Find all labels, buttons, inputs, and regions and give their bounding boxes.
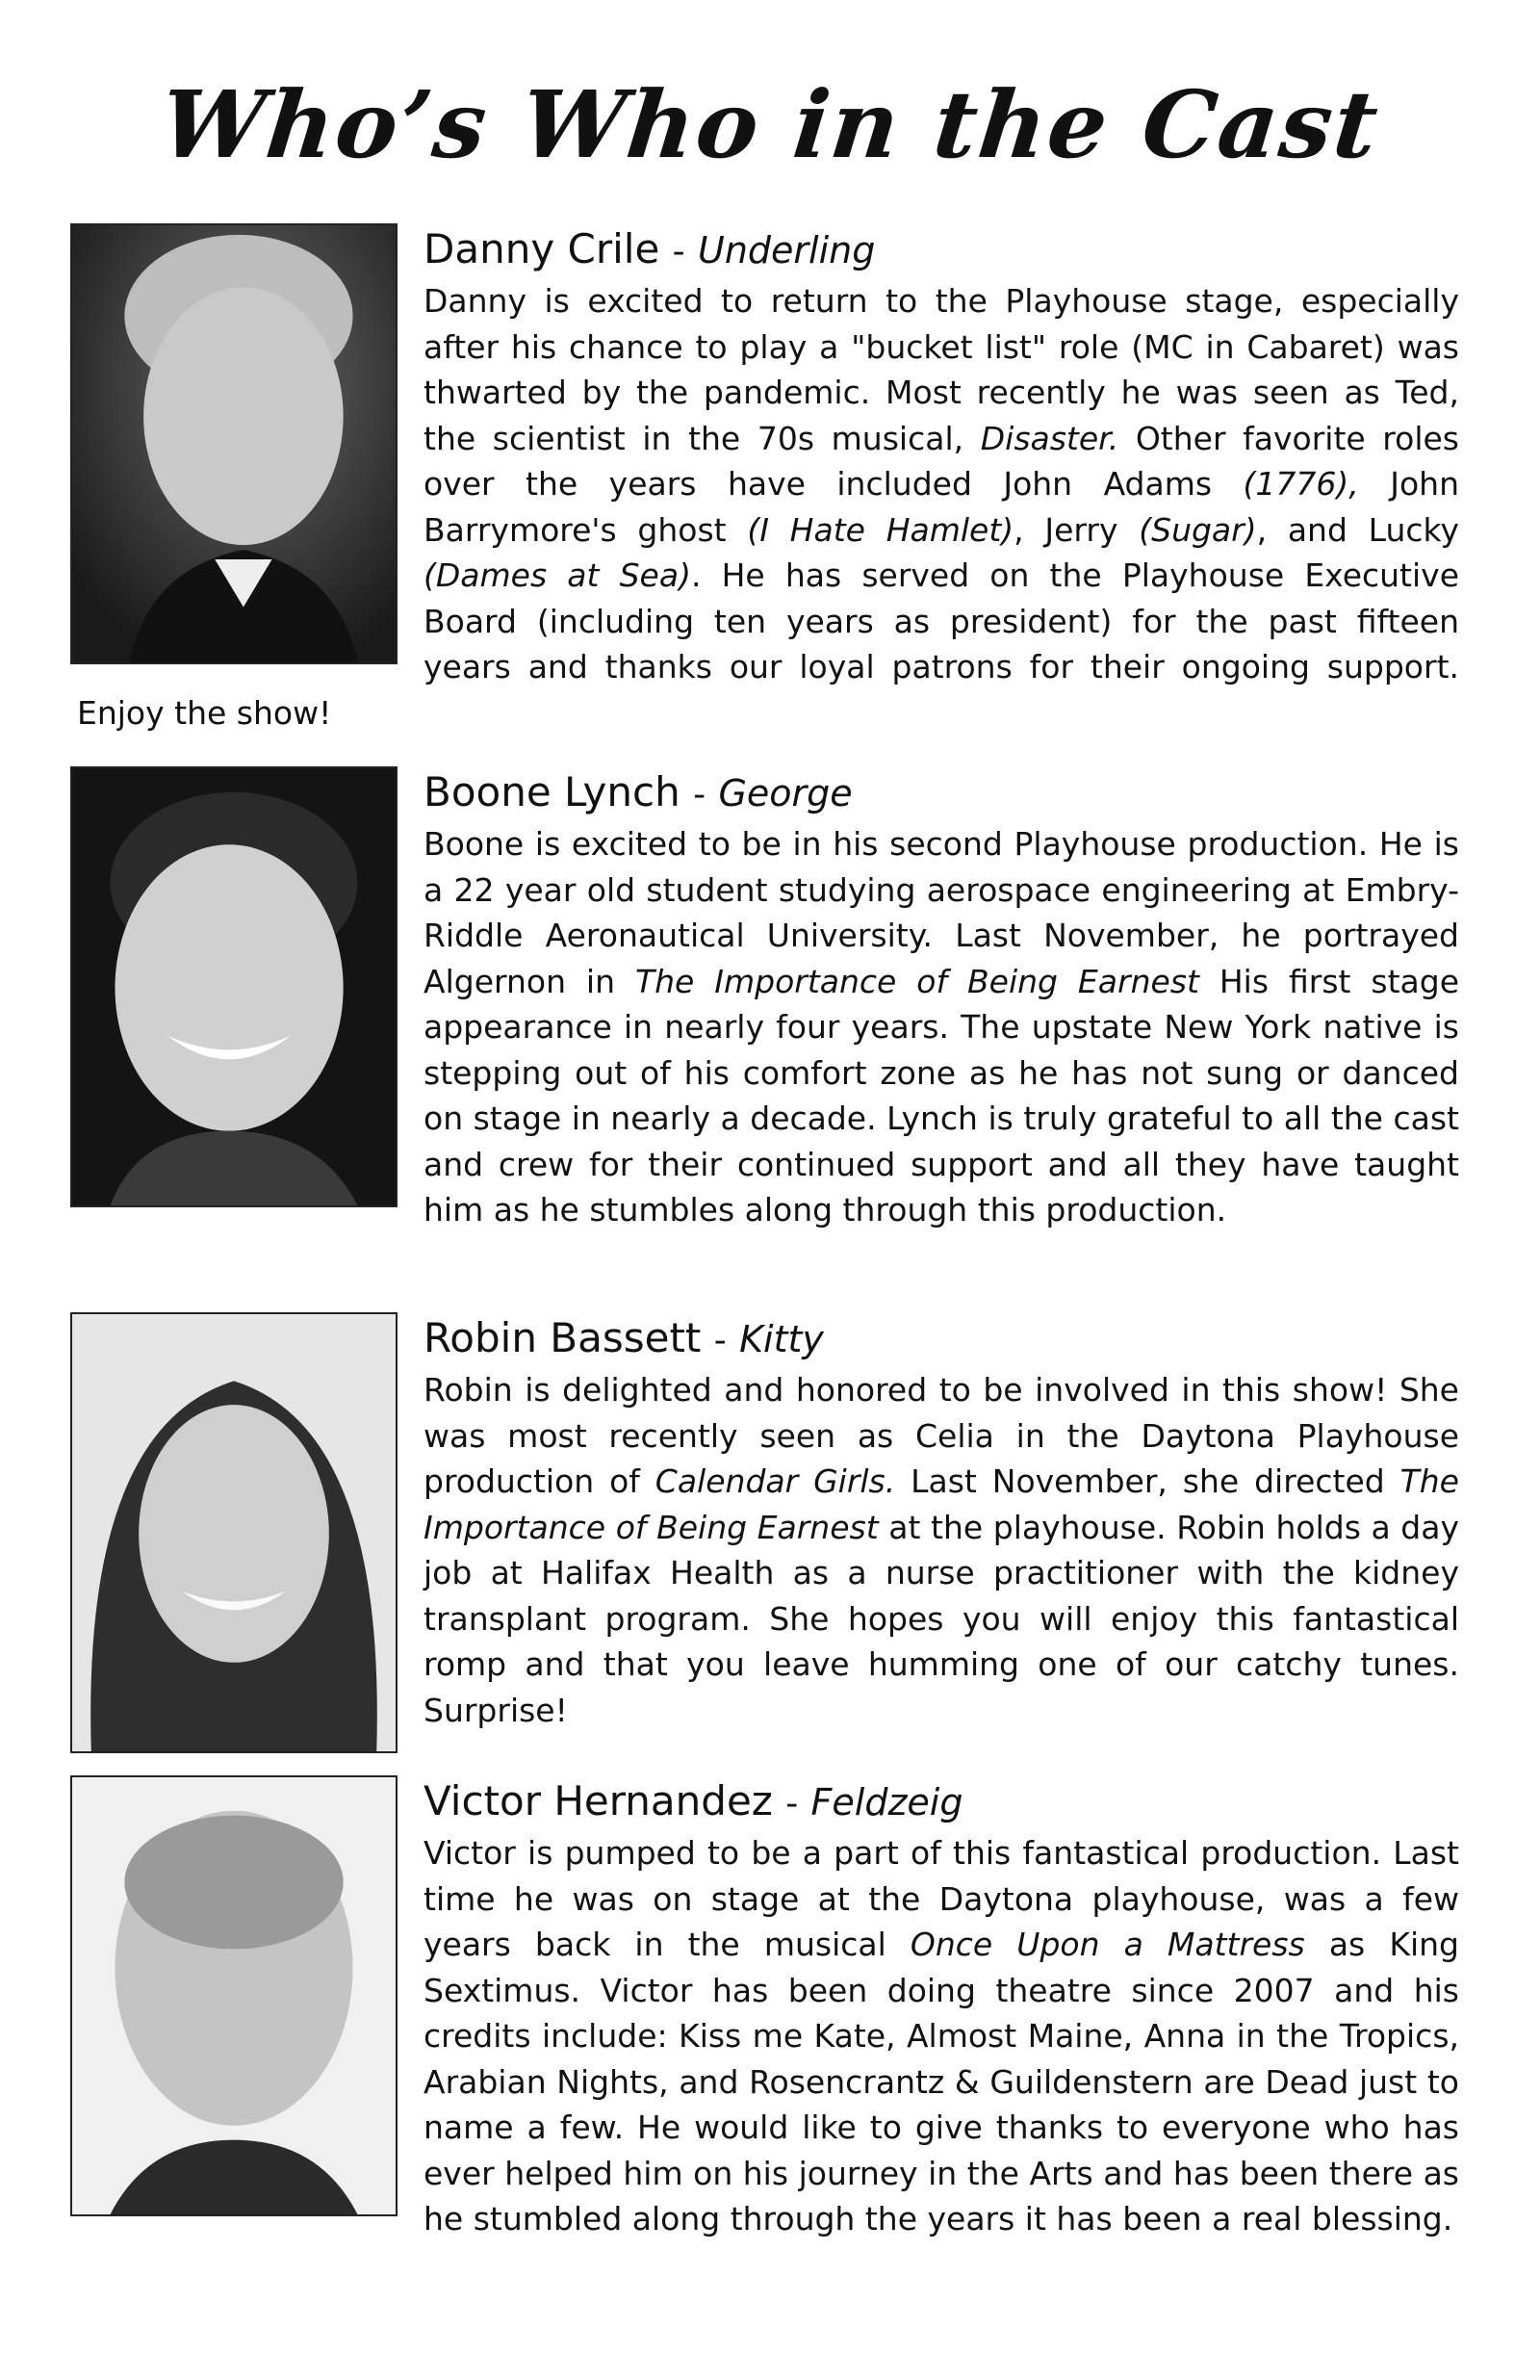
name-role-separator: - (672, 232, 685, 272)
cast-entry (0, 1312, 1540, 1753)
portrait-photo-bald-man (70, 1775, 398, 2216)
actor-name: Robin Bassett (424, 1314, 702, 1361)
bio-text: , Jerry (1014, 510, 1140, 549)
portrait-photo-woman (70, 1312, 398, 1753)
cast-entry (0, 223, 1540, 736)
portrait-photo-young-man (70, 766, 398, 1207)
bio-italic-title: The Importance of Being Earnest (424, 1462, 1459, 1546)
actor-bio (424, 825, 1459, 1229)
actor-name: Danny Crile (424, 225, 660, 272)
bio-text: at the playhouse. Robin holds a day job at Halifax Health as a nurse practitioner with the kidney transplant program. She hopes you will enjoy this fantastical romp and that you leave humming one of our catchy tunes. Surprise! (424, 1508, 1459, 1729)
bio-text: Boone is excited to be in his second Playhouse production. He is a 22 year old student studying aerospace engineering at Embry-Riddle Aeronautical University. Last November, he portrayed Algernon in (424, 825, 1459, 1000)
actor-bio (424, 1834, 1459, 2238)
bio-text: , and Lucky (1256, 510, 1459, 549)
portrait-photo-older-man (70, 223, 398, 664)
bio-text: Other favorite roles over the years have included John Adams (424, 419, 1459, 503)
bio-text: Robin is delighted and honored to be involved in this show! She was most recently seen as Celia in the Daytona Playhouse production of (424, 1371, 1459, 1500)
bio-italic-title: Disaster. (980, 419, 1119, 457)
bio-text: . He has served on the Playhouse Executive Board (including ten years as president) for the past fifteen years and thanks our loyal patrons for their ongoing support. Enjoy the show! (77, 556, 1459, 732)
name-role-separator: - (713, 1321, 727, 1360)
bio-text: Victor is pumped to be a part of this fantastical production. Last time he was on stage at the Daytona playhouse, was a few years back in the musical (424, 1834, 1459, 1963)
bio-italic-title: (I Hate Hamlet) (747, 510, 1014, 549)
character-role: Kitty (739, 1318, 824, 1360)
bio-text: Danny is excited to return to the Playhouse stage, especially after his chance to play a "bucket list" role (MC in Cabaret) was thwarted by the pandemic. Most recently he was seen as Ted, the scientist in the 70s musical, (424, 282, 1459, 457)
actor-name: Boone Lynch (424, 768, 680, 815)
bio-italic-title: (1776), (1243, 465, 1359, 503)
bio-text: John Barrymore's ghost (424, 465, 1459, 549)
character-role: Underling (698, 229, 876, 272)
bio-text: as King Sextimus. Victor has been doing theatre since 2007 and his credits include: Kiss me Kate, Almost Maine, Anna in the Tropics, Arabian Nights, and Rosencrantz & Guildenstern are Dead just to name a few. He would like to give thanks to everyone who has ever helped him on his journey in the Arts and has been there as he stumbled along through the years it has been a real blessing. (424, 1926, 1459, 2238)
actor-name: Victor Hernandez (424, 1777, 773, 1824)
bio-italic-title: The Importance of Being Earnest (634, 962, 1199, 1000)
bio-italic-title: (Sugar) (1139, 510, 1257, 549)
character-role: George (718, 772, 853, 815)
cast-entry (0, 1775, 1540, 2242)
cast-entry (0, 766, 1540, 1233)
bio-text: His first stage appearance in nearly four years. The upstate New York native is stepping out of his comfort zone as he has not sung or danced on stage in nearly a decade. Lynch is truly grateful to all the cast and crew for their continued support and all they have taught him as he stumbles along through this production. (424, 962, 1459, 1229)
character-role: Feldzeig (810, 1781, 963, 1824)
bio-text: Last November, she directed (895, 1462, 1400, 1500)
name-role-separator: - (785, 1784, 799, 1824)
bio-italic-title: Calendar Girls. (654, 1462, 896, 1500)
bio-italic-title: (Dames at Sea) (424, 556, 691, 594)
actor-bio (424, 1371, 1459, 1729)
bio-italic-title: Once Upon a Mattress (910, 1926, 1305, 1963)
page-title: Who’s Who in the Cast (155, 70, 1385, 179)
name-role-separator: - (693, 775, 706, 815)
